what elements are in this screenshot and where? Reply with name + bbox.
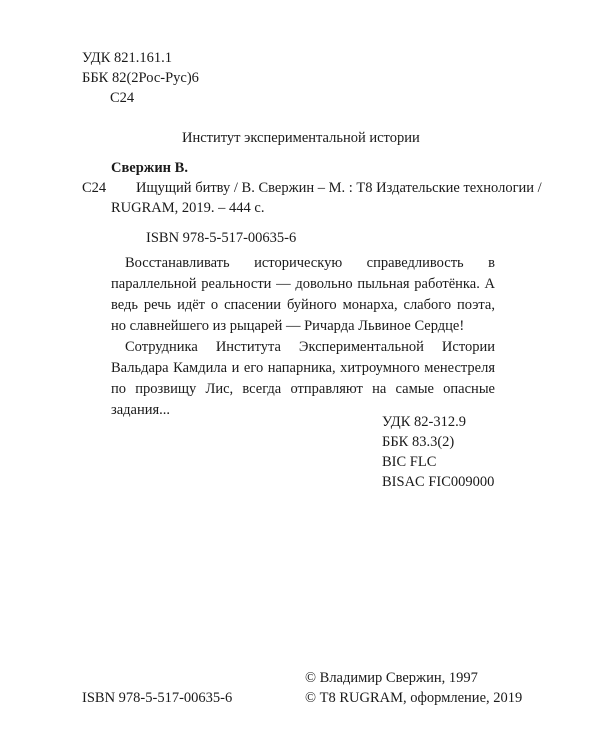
author-mark: С24: [110, 90, 135, 106]
secondary-udk: УДК 82-312.9: [382, 414, 466, 430]
annotation-paragraph-1: Восстанавливать историческую справедливость в параллельной реальности — довольно пыльная работёнка. А ведь речь идёт о спасении буйного монарха, слабого поэта, но славнейшего из рыцарей — Ричарда Львиное Сердце!: [111, 255, 495, 334]
copyright-author: © Владимир Свержин, 1997: [305, 670, 478, 686]
catalog-description-line1: Ищущий битву / В. Свержин – М. : Т8 Издательские технологии /: [136, 180, 542, 196]
catalog-description-line2: RUGRAM, 2019. – 444 с.: [111, 200, 265, 216]
footer-isbn: ISBN 978-5-517-00635-6: [82, 690, 233, 706]
catalog-author: Свержин В.: [111, 160, 188, 176]
catalog-author-mark: С24: [82, 180, 107, 196]
bic-code: BIC FLC: [382, 454, 437, 470]
catalog-isbn: ISBN 978-5-517-00635-6: [146, 230, 297, 246]
bisac-code: BISAC FIC009000: [382, 474, 495, 490]
secondary-bbk: ББК 83.3(2): [382, 434, 455, 450]
udk-code: УДК 821.161.1: [82, 50, 172, 66]
bbk-code: ББК 82(2Рос-Рус)6: [82, 70, 199, 86]
copyright-publisher: © Т8 RUGRAM, оформление, 2019: [305, 690, 523, 706]
institute-name: Институт экспериментальной истории: [182, 130, 420, 146]
annotation-paragraph-2: Сотрудника Института Экспериментальной Истории Вальдара Камдила и его напарника, хитроумного менестреля по прозвищу Лис, всегда отправляют на самые опасные задания...: [111, 339, 495, 418]
